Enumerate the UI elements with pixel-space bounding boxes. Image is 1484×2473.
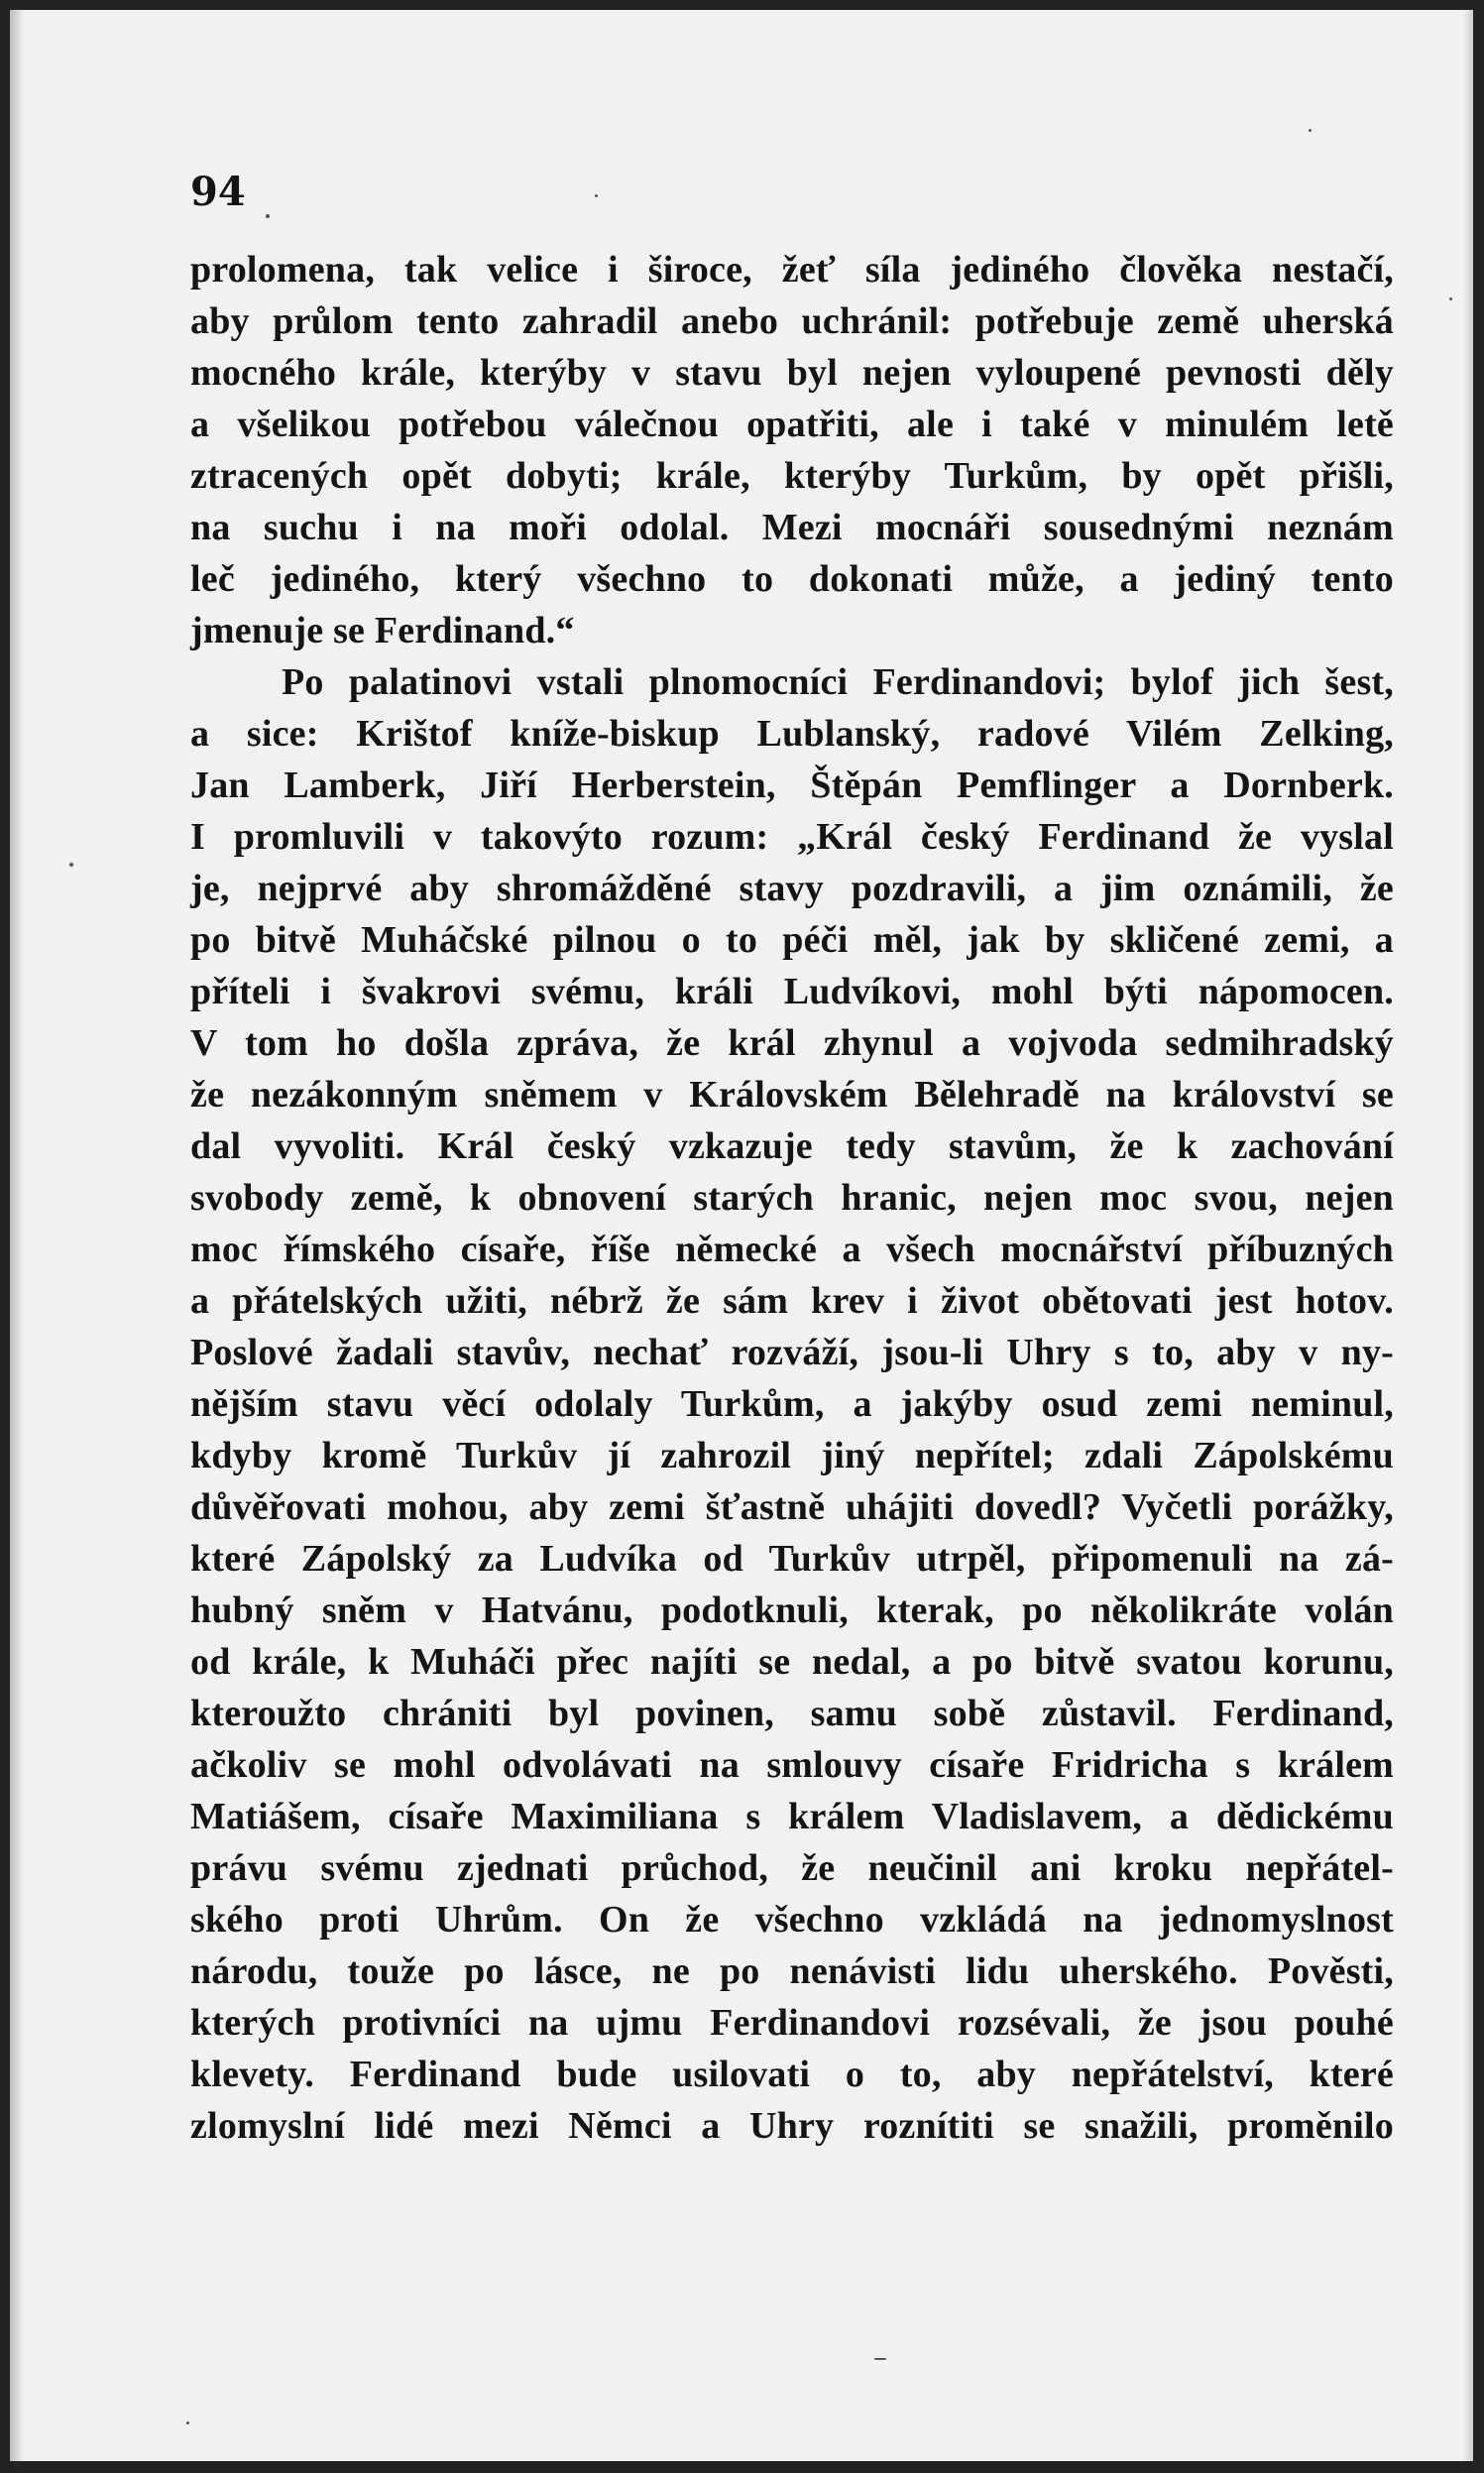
body-text — [190, 244, 1394, 2152]
book-page — [10, 10, 1473, 2461]
text-line: mocného krále, kterýby v stavu byl nejen vyloupené pevnosti děly — [190, 352, 1394, 394]
text-line: leč jediného, který všechno to dokonati může, a jediný tento — [190, 558, 1394, 600]
text-line: že nezákonným sněmem v Královském Bělehradě na království se — [190, 1074, 1394, 1116]
text-line: kteroužto chrániti byl povinen, samu sobě zůstavil. Ferdinand, — [190, 1693, 1394, 1734]
text-line: ského proti Uhrům. On že všechno vzkládá na jednomyslnost — [190, 1899, 1394, 1941]
text-line: Matiášem, císaře Maximiliana s králem Vladislavem, a dědickému — [190, 1796, 1394, 1837]
text-line: nějším stavu věcí odolaly Turkům, a jakýby osud zemi neminul, — [190, 1383, 1394, 1425]
scan-speck — [1449, 297, 1452, 300]
page-edge-shadow — [1463, 10, 1473, 2461]
scan-speck — [1309, 129, 1312, 132]
text-line: na suchu i na moři odolal. Mezi mocnáři sousednými neznám — [190, 507, 1394, 548]
text-line: svobody země, k obnovení starých hranic, nejen moc svou, nejen — [190, 1177, 1394, 1219]
text-line: po bitvě Muháčské pilnou o to péči měl, jak by skličené zemi, a — [190, 919, 1394, 961]
text-line: příteli i švakrovi svému, králi Ludvíkovi, mohl býti nápomocen. — [190, 971, 1394, 1012]
text-line: ztracených opět dobyti; krále, kterýby Turkům, by opět přišli, — [190, 455, 1394, 497]
text-line: V tom ho došla zpráva, že král zhynul a vojvoda sedmihradský — [190, 1022, 1394, 1064]
text-line: prolomena, tak velice i široce, žeť síla jediného člověka nestačí, — [190, 249, 1394, 291]
text-line: klevety. Ferdinand bude usilovati o to, aby nepřátelství, které — [190, 2054, 1394, 2095]
scan-speck — [266, 214, 270, 218]
scan-speck — [595, 194, 598, 197]
text-line: důvěřovati mohou, aby zemi šťastně uhájiti dovedl? Vyčetli porážky, — [190, 1486, 1394, 1528]
text-line: je, nejprvé aby shromážděné stavy pozdravili, a jim oznámili, že — [190, 868, 1394, 909]
text-line: kterých protivníci na ujmu Ferdinandovi rozsévali, že jsou pouhé — [190, 2002, 1394, 2044]
text-line: I promluvili v takovýto rozum: „Král český Ferdinand že vyslal — [190, 816, 1394, 858]
text-line: a sice: Krištof kníže-biskup Lublanský, radové Vilém Zelking, — [190, 713, 1394, 755]
scan-speck — [874, 2358, 886, 2360]
text-line: Poslové žadali stavův, nechať rozváží, jsou-li Uhry s to, aby v ny- — [190, 1332, 1394, 1373]
scan-speck — [186, 2421, 189, 2424]
text-line: a přátelských užiti, nébrž že sám krev i život obětovati jest hotov. — [190, 1280, 1394, 1322]
scan-speck — [69, 863, 73, 867]
text-line: Jan Lamberk, Jiří Herberstein, Štěpán Pemflinger a Dornberk. — [190, 765, 1394, 806]
text-line: které Zápolský za Ludvíka od Turkův utrpěl, připomenuli na zá- — [190, 1538, 1394, 1580]
text-line: a všelikou potřebou válečnou opatřiti, ale i také v minulém letě — [190, 404, 1394, 445]
text-line: Po palatinovi vstali plnomocníci Ferdinandovi; bylof jich šest, — [282, 661, 1394, 703]
text-line: národu, touže po lásce, ne po nenávisti lidu uherského. Pověsti, — [190, 1950, 1394, 1992]
page-number: 94 — [190, 169, 246, 215]
text-line: aby průlom tento zahradil anebo uchránil: potřebuje země uherská — [190, 300, 1394, 342]
text-line: od krále, k Muháči přec najíti se nedal, a po bitvě svatou korunu, — [190, 1641, 1394, 1683]
page-binding-shadow — [10, 10, 24, 2461]
text-line: ačkoliv se mohl odvolávati na smlouvy císaře Fridricha s králem — [190, 1744, 1394, 1786]
text-line: jmenuje se Ferdinand.“ — [190, 610, 575, 651]
text-line: moc římského císaře, říše německé a všech mocnářství příbuzných — [190, 1229, 1394, 1270]
text-line: dal vyvoliti. Král český vzkazuje tedy stavům, že k zachování — [190, 1125, 1394, 1167]
text-line: hubný sněm v Hatvánu, podotknuli, kterak, po několikráte volán — [190, 1590, 1394, 1631]
text-line: zlomyslní lidé mezi Němci a Uhry roznítiti se snažili, proměnilo — [190, 2105, 1394, 2147]
text-line: kdyby kromě Turkův jí zahrozil jiný nepřítel; zdali Zápolskému — [190, 1435, 1394, 1476]
text-line: právu svému zjednati průchod, že neučinil ani kroku nepřátel- — [190, 1847, 1394, 1889]
